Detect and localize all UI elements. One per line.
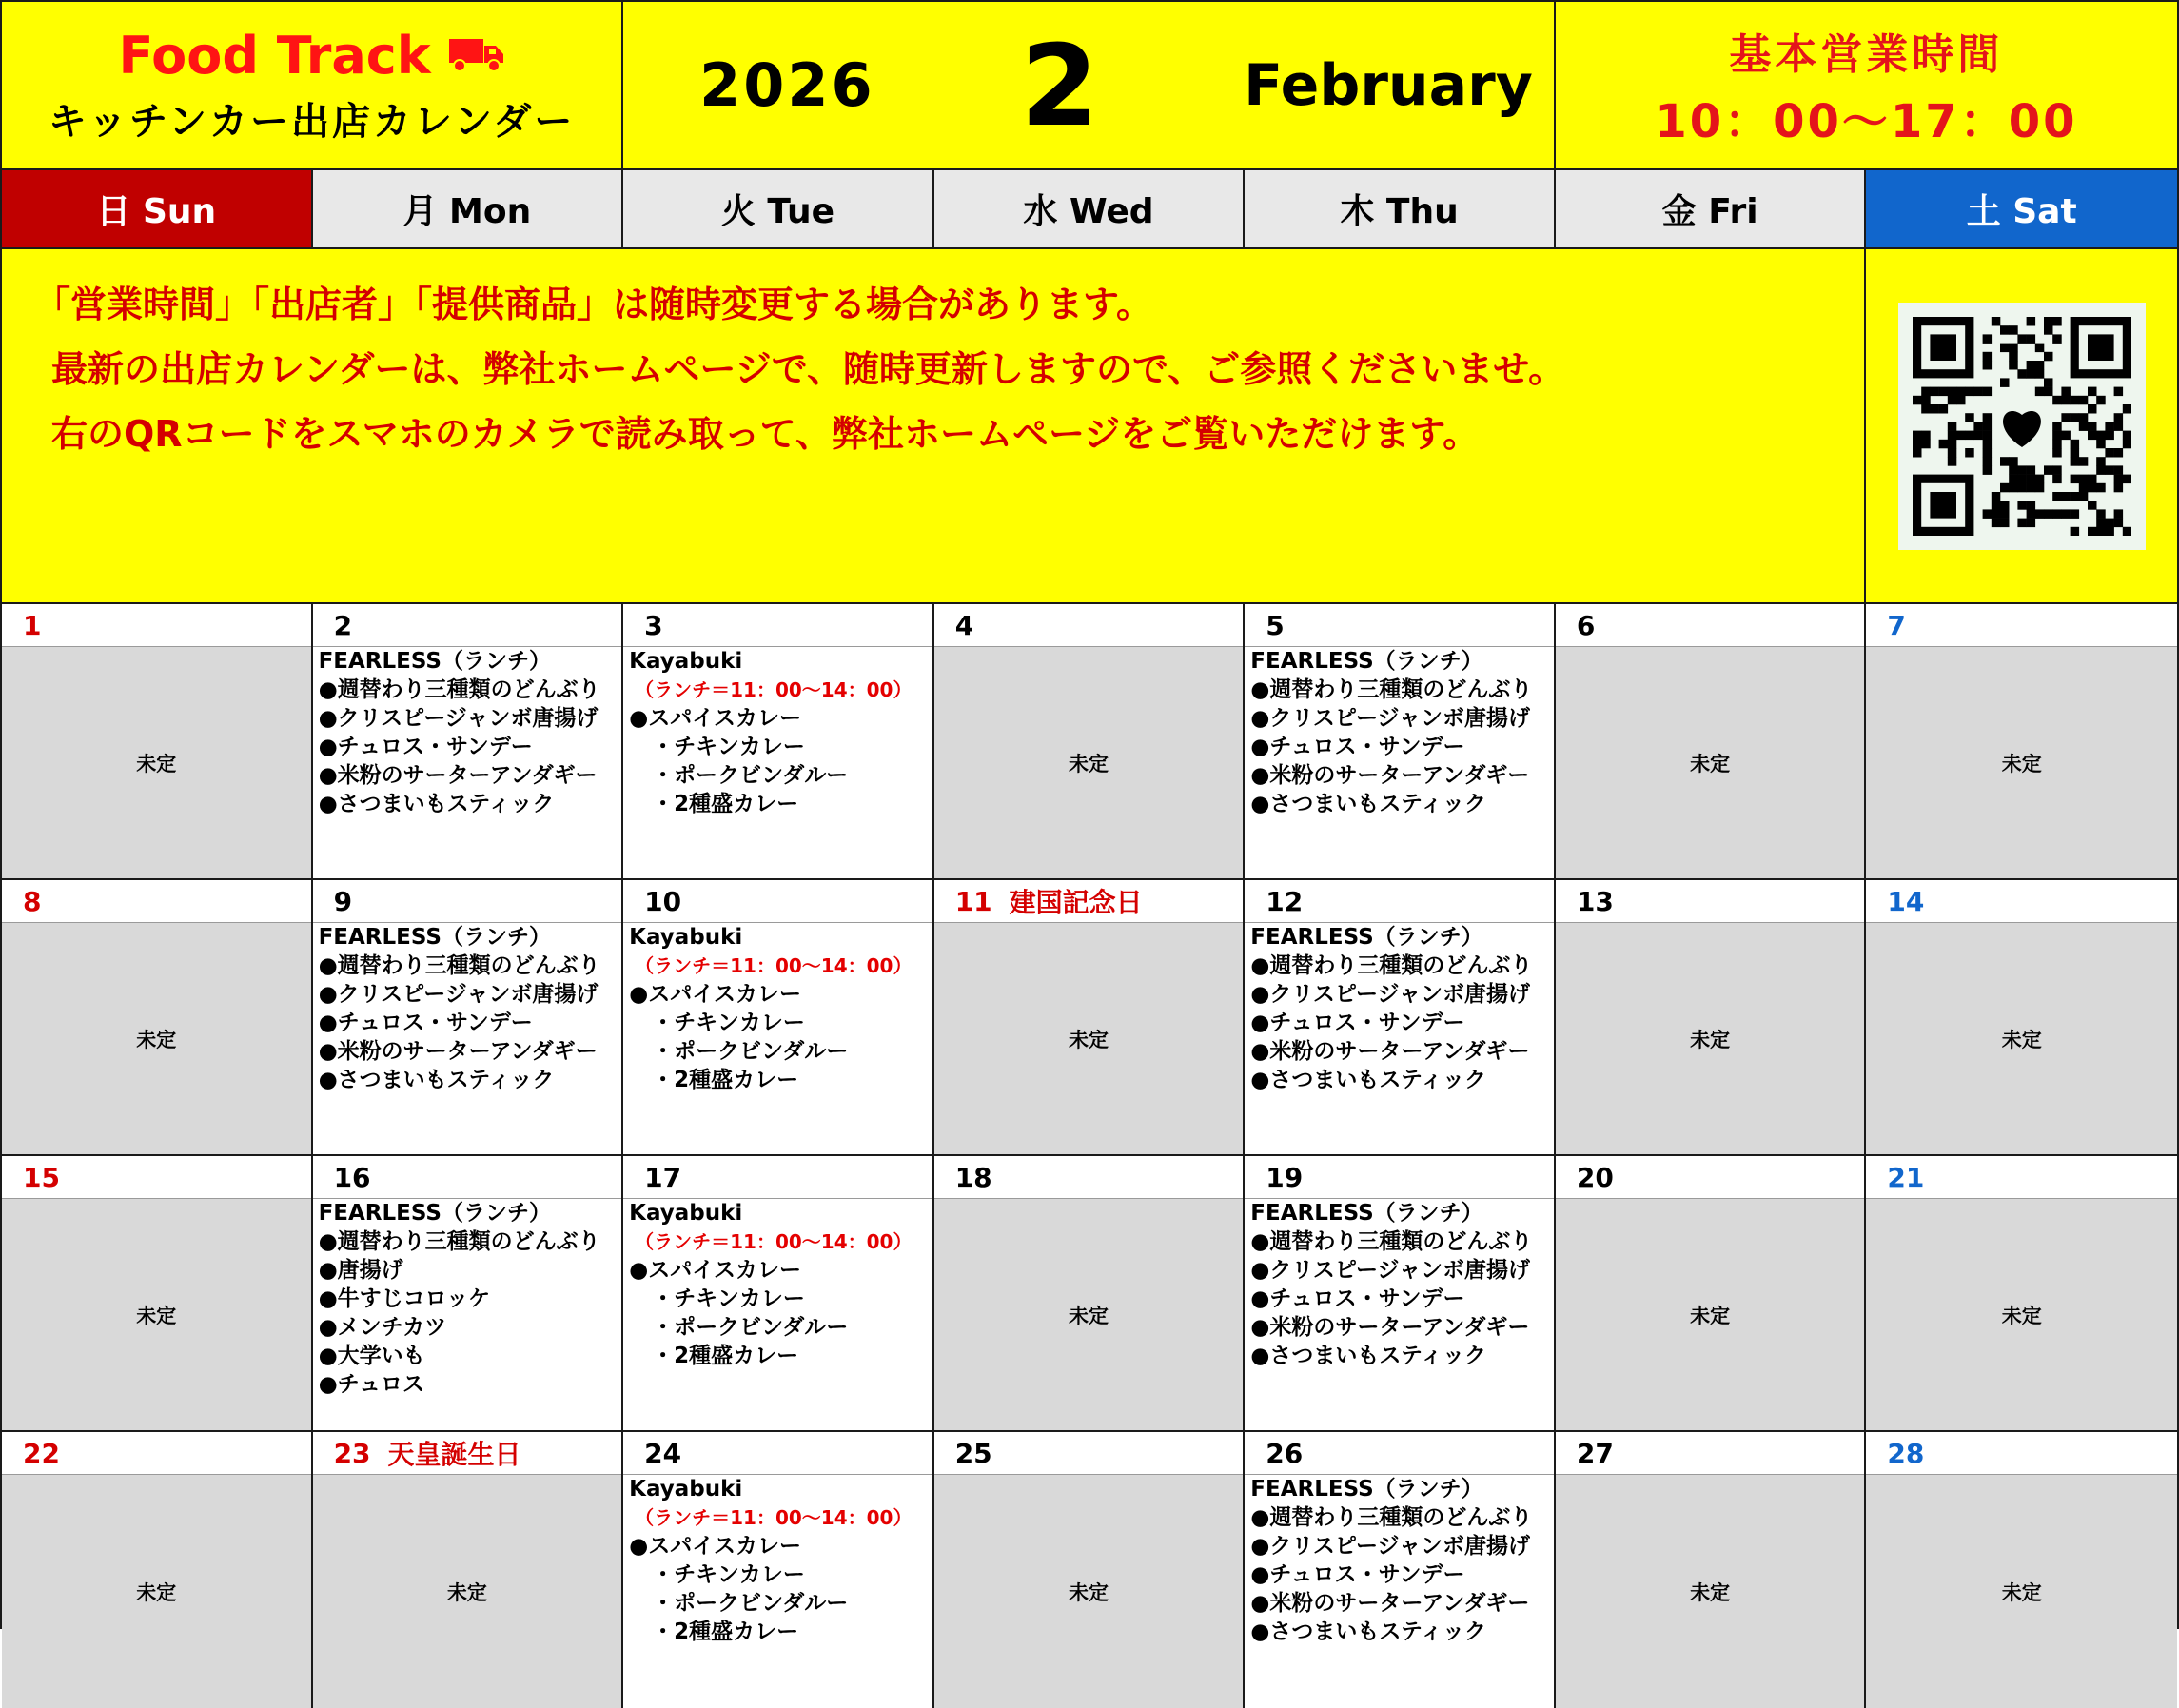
menu-item: ・ポークビンダルー bbox=[652, 1039, 849, 1064]
menu-item: ●チュロス・サンデー bbox=[1250, 1286, 1465, 1311]
day-cell[interactable] bbox=[1866, 880, 2177, 1156]
vendor-name: FEARLESS（ランチ） bbox=[1250, 925, 1483, 950]
tbd-label: 未定 bbox=[2, 923, 311, 1154]
tbd-label: 未定 bbox=[1866, 647, 2177, 878]
day-header bbox=[1866, 1156, 2177, 1199]
brand-subtitle: キッチンカー出店カレンダー bbox=[48, 99, 576, 144]
menu-item: ●クリスピージャンボ唐揚げ bbox=[1250, 982, 1531, 1007]
vendor-name: Kayabuki bbox=[629, 1477, 743, 1502]
day-cell[interactable] bbox=[2, 1156, 313, 1432]
day-header bbox=[623, 880, 932, 923]
month-header bbox=[623, 2, 1556, 170]
menu-item: ●週替わり三種類のどんぶり bbox=[318, 953, 600, 978]
day-number: 5 bbox=[1266, 609, 1285, 641]
menu-item: ・チキンカレー bbox=[652, 1011, 805, 1035]
day-number: 10 bbox=[644, 885, 682, 917]
day-header bbox=[1245, 604, 1554, 647]
day-number: 6 bbox=[1576, 609, 1596, 641]
day-number: 13 bbox=[1576, 885, 1614, 917]
menu-item: ●さつまいもスティック bbox=[318, 1068, 555, 1092]
day-number: 23 bbox=[333, 1437, 371, 1469]
vendor-name: FEARLESS（ランチ） bbox=[318, 925, 551, 950]
menu-item: ●クリスピージャンボ唐揚げ bbox=[1250, 706, 1531, 731]
truck-icon bbox=[448, 37, 505, 73]
day-number: 18 bbox=[954, 1161, 992, 1193]
day-schedule bbox=[623, 1199, 932, 1430]
menu-item: ●クリスピージャンボ唐揚げ bbox=[1250, 1534, 1531, 1559]
month-number: 2 bbox=[1020, 19, 1099, 151]
day-number: 2 bbox=[333, 609, 353, 641]
day-header bbox=[1556, 880, 1865, 923]
day-cell[interactable] bbox=[1556, 1156, 1867, 1432]
day-number: 19 bbox=[1266, 1161, 1304, 1193]
day-cell[interactable] bbox=[1245, 880, 1556, 1156]
day-number: 9 bbox=[333, 885, 353, 917]
vendor-name: Kayabuki bbox=[629, 925, 743, 950]
menu-item: ●メンチカツ bbox=[318, 1315, 447, 1340]
day-schedule bbox=[313, 923, 622, 1154]
tbd-label: 未定 bbox=[1556, 1475, 1865, 1708]
day-header bbox=[934, 880, 1244, 923]
day-header bbox=[623, 604, 932, 647]
menu-item: ●米粉のサーターアンダギー bbox=[1250, 763, 1530, 788]
menu-item: ・ポークビンダルー bbox=[652, 1591, 849, 1616]
menu-item: ●米粉のサーターアンダギー bbox=[1250, 1315, 1530, 1340]
menu-item: ●週替わり三種類のどんぶり bbox=[1250, 1505, 1533, 1530]
brand-title: Food Track bbox=[118, 25, 431, 86]
menu-item: ・チキンカレー bbox=[652, 1286, 805, 1311]
day-number: 16 bbox=[333, 1161, 371, 1193]
day-cell[interactable] bbox=[2, 880, 313, 1156]
menu-item: ●米粉のサーターアンダギー bbox=[1250, 1591, 1530, 1616]
menu-item: ●スパイスカレー bbox=[629, 706, 801, 731]
notice-line: 最新の出店カレンダーは、弊社ホームページで、随時更新しますので、ご参照くださいませ。 bbox=[51, 348, 1565, 390]
day-header bbox=[1866, 1432, 2177, 1475]
menu-item: ●さつまいもスティック bbox=[1250, 1620, 1487, 1644]
day-number: 12 bbox=[1266, 885, 1304, 917]
day-cell[interactable] bbox=[1866, 1432, 2177, 1708]
day-header bbox=[1245, 1156, 1554, 1199]
weekday-mon: 月 Mon bbox=[313, 170, 624, 249]
menu-item: ●チュロス・サンデー bbox=[1250, 1011, 1465, 1035]
day-header bbox=[2, 880, 311, 923]
day-number: 17 bbox=[644, 1161, 682, 1193]
day-cell[interactable] bbox=[2, 604, 313, 880]
day-cell[interactable] bbox=[2, 1432, 313, 1708]
day-schedule bbox=[1245, 923, 1554, 1154]
menu-item: ・2種盛カレー bbox=[652, 1344, 799, 1368]
day-cell[interactable] bbox=[623, 1432, 934, 1708]
day-header bbox=[313, 1432, 622, 1475]
day-schedule bbox=[623, 1475, 932, 1708]
menu-item: ●スパイスカレー bbox=[629, 1258, 801, 1283]
qr-code[interactable] bbox=[1898, 303, 2146, 550]
day-cell[interactable] bbox=[313, 880, 624, 1156]
holiday-name: 天皇誕生日 bbox=[387, 1439, 521, 1470]
tbd-label: 未定 bbox=[934, 647, 1244, 878]
day-header bbox=[1556, 1432, 1865, 1475]
vendor-name: FEARLESS（ランチ） bbox=[1250, 1477, 1483, 1502]
vendor-name: FEARLESS（ランチ） bbox=[318, 1201, 551, 1226]
menu-item: ・チキンカレー bbox=[652, 1562, 805, 1587]
day-cell[interactable] bbox=[623, 604, 934, 880]
day-cell[interactable] bbox=[1866, 604, 2177, 880]
day-header bbox=[1556, 604, 1865, 647]
brand-title-row bbox=[118, 26, 504, 86]
day-number: 3 bbox=[644, 609, 663, 641]
day-cell[interactable] bbox=[1556, 604, 1867, 880]
day-number: 1 bbox=[23, 609, 42, 641]
tbd-label: 未定 bbox=[1866, 1199, 2177, 1430]
menu-item: ・チキンカレー bbox=[652, 735, 805, 759]
weekday-tue: 火 Tue bbox=[623, 170, 934, 249]
year: 2026 bbox=[699, 50, 875, 120]
tbd-label: 未定 bbox=[1556, 923, 1865, 1154]
day-cell[interactable] bbox=[1556, 880, 1867, 1156]
menu-item: ●週替わり三種類のどんぶり bbox=[318, 677, 600, 702]
day-header bbox=[313, 880, 622, 923]
day-cell[interactable] bbox=[1556, 1432, 1867, 1708]
brand-header bbox=[2, 2, 623, 170]
tbd-label: 未定 bbox=[2, 1199, 311, 1430]
day-number: 25 bbox=[954, 1437, 992, 1469]
tbd-label: 未定 bbox=[313, 1475, 622, 1708]
menu-item: ●さつまいもスティック bbox=[1250, 792, 1487, 816]
menu-item: ●米粉のサーターアンダギー bbox=[318, 1039, 598, 1064]
menu-item: ●さつまいもスティック bbox=[318, 792, 555, 816]
hours-value: 10：00～17：00 bbox=[1655, 95, 2078, 148]
menu-item: ●週替わり三種類のどんぶり bbox=[1250, 953, 1533, 978]
weekday-thu: 木 Thu bbox=[1245, 170, 1556, 249]
day-number: 15 bbox=[23, 1161, 60, 1193]
day-header bbox=[934, 1156, 1244, 1199]
menu-item: ●米粉のサーターアンダギー bbox=[318, 763, 598, 788]
vendor-name: FEARLESS（ランチ） bbox=[318, 649, 551, 674]
day-schedule bbox=[1245, 1475, 1554, 1708]
service-time: （ランチ＝11：00～14：00） bbox=[635, 678, 913, 701]
service-time: （ランチ＝11：00～14：00） bbox=[635, 954, 913, 977]
tbd-label: 未定 bbox=[2, 647, 311, 878]
menu-item: ●スパイスカレー bbox=[629, 1534, 801, 1559]
day-schedule bbox=[313, 1199, 622, 1430]
service-time: （ランチ＝11：00～14：00） bbox=[635, 1506, 913, 1529]
tbd-label: 未定 bbox=[2, 1475, 311, 1708]
day-number: 20 bbox=[1576, 1161, 1614, 1193]
menu-item: ●チュロス・サンデー bbox=[1250, 1562, 1465, 1587]
day-header bbox=[1245, 1432, 1554, 1475]
day-header bbox=[934, 604, 1244, 647]
day-schedule bbox=[623, 923, 932, 1154]
day-cell[interactable] bbox=[934, 1156, 1246, 1432]
menu-item: ●チュロス・サンデー bbox=[1250, 735, 1465, 759]
day-cell[interactable] bbox=[1245, 1156, 1556, 1432]
day-header bbox=[1556, 1156, 1865, 1199]
vendor-name: Kayabuki bbox=[629, 1201, 743, 1226]
day-header bbox=[623, 1432, 932, 1475]
day-cell[interactable] bbox=[934, 880, 1246, 1156]
day-header bbox=[313, 1156, 622, 1199]
menu-item: ●クリスピージャンボ唐揚げ bbox=[318, 706, 599, 731]
day-number: 21 bbox=[1887, 1161, 1925, 1193]
day-number: 22 bbox=[23, 1437, 60, 1469]
day-number: 28 bbox=[1887, 1437, 1925, 1469]
day-cell[interactable] bbox=[623, 1156, 934, 1432]
weekday-sat: 土 Sat bbox=[1866, 170, 2177, 249]
notice-line: 「営業時間」「出店者」「提供商品」は随時変更する場合があります。 bbox=[34, 284, 1152, 325]
menu-item: ●スパイスカレー bbox=[629, 982, 801, 1007]
menu-item: ●米粉のサーターアンダギー bbox=[1250, 1039, 1530, 1064]
weekday-sun: 日 Sun bbox=[2, 170, 313, 249]
weekday-fri: 金 Fri bbox=[1556, 170, 1867, 249]
day-schedule bbox=[1245, 647, 1554, 878]
day-number: 24 bbox=[644, 1437, 682, 1469]
menu-item: ・2種盛カレー bbox=[652, 792, 799, 816]
day-header bbox=[1245, 880, 1554, 923]
tbd-label: 未定 bbox=[1866, 1475, 2177, 1708]
day-header bbox=[1866, 604, 2177, 647]
month-name: February bbox=[1244, 51, 1533, 119]
hours-label: 基本営業時間 bbox=[1729, 30, 2004, 79]
day-header bbox=[623, 1156, 932, 1199]
vendor-name: FEARLESS（ランチ） bbox=[1250, 1201, 1483, 1226]
tbd-label: 未定 bbox=[934, 923, 1244, 1154]
day-header bbox=[2, 1432, 311, 1475]
menu-item: ●クリスピージャンボ唐揚げ bbox=[1250, 1258, 1531, 1283]
day-number: 7 bbox=[1887, 609, 1906, 641]
day-header bbox=[934, 1432, 1244, 1475]
day-schedule bbox=[623, 647, 932, 878]
notice-box bbox=[2, 249, 1866, 604]
day-schedule bbox=[1245, 1199, 1554, 1430]
service-time: （ランチ＝11：00～14：00） bbox=[635, 1230, 913, 1253]
day-header bbox=[313, 604, 622, 647]
day-header bbox=[2, 1156, 311, 1199]
tbd-label: 未定 bbox=[1866, 923, 2177, 1154]
day-number: 8 bbox=[23, 885, 42, 917]
day-cell[interactable] bbox=[313, 604, 624, 880]
menu-item: ●週替わり三種類のどんぶり bbox=[1250, 677, 1533, 702]
menu-item: ・2種盛カレー bbox=[652, 1620, 799, 1644]
menu-item: ●唐揚げ bbox=[318, 1258, 403, 1283]
holiday-name: 建国記念日 bbox=[1009, 887, 1143, 918]
menu-item: ・ポークビンダルー bbox=[652, 1315, 849, 1340]
menu-item: ●さつまいもスティック bbox=[1250, 1344, 1487, 1368]
menu-item: ●チュロス・サンデー bbox=[318, 735, 533, 759]
day-cell[interactable] bbox=[934, 604, 1246, 880]
menu-item: ●週替わり三種類のどんぶり bbox=[1250, 1229, 1533, 1254]
qr-code-image bbox=[1913, 317, 2131, 536]
day-number: 11 bbox=[954, 885, 992, 917]
menu-item: ●クリスピージャンボ唐揚げ bbox=[318, 982, 599, 1007]
menu-item: ・ポークビンダルー bbox=[652, 763, 849, 788]
tbd-label: 未定 bbox=[934, 1199, 1244, 1430]
tbd-label: 未定 bbox=[1556, 1199, 1865, 1430]
notice-line: 右のQRコードをスマホのカメラで読み取って、弊社ホームページをご覧いただけます。 bbox=[51, 413, 1480, 455]
menu-item: ●チュロス bbox=[318, 1372, 424, 1397]
heart-icon bbox=[2003, 411, 2041, 447]
day-number: 27 bbox=[1576, 1437, 1614, 1469]
menu-item: ●牛すじコロッケ bbox=[318, 1286, 491, 1311]
day-cell[interactable] bbox=[1866, 1156, 2177, 1432]
menu-item: ・2種盛カレー bbox=[652, 1068, 799, 1092]
day-cell[interactable] bbox=[313, 1156, 624, 1432]
day-header bbox=[2, 604, 311, 647]
business-hours bbox=[1556, 2, 2177, 170]
weekday-wed: 水 Wed bbox=[934, 170, 1246, 249]
day-cell[interactable] bbox=[1245, 1432, 1556, 1708]
day-number: 14 bbox=[1887, 885, 1925, 917]
qr-cell bbox=[1866, 249, 2177, 604]
menu-item: ●大学いも bbox=[318, 1344, 425, 1368]
tbd-label: 未定 bbox=[934, 1475, 1244, 1708]
day-cell[interactable] bbox=[934, 1432, 1246, 1708]
menu-item: ●さつまいもスティック bbox=[1250, 1068, 1487, 1092]
vendor-name: Kayabuki bbox=[629, 649, 743, 674]
day-cell[interactable] bbox=[623, 880, 934, 1156]
day-cell[interactable] bbox=[1245, 604, 1556, 880]
tbd-label: 未定 bbox=[1556, 647, 1865, 878]
day-schedule bbox=[313, 647, 622, 878]
day-number: 4 bbox=[954, 609, 974, 641]
menu-item: ●チュロス・サンデー bbox=[318, 1011, 533, 1035]
day-number: 26 bbox=[1266, 1437, 1304, 1469]
vendor-name: FEARLESS（ランチ） bbox=[1250, 649, 1483, 674]
menu-item: ●週替わり三種類のどんぶり bbox=[318, 1229, 600, 1254]
day-cell[interactable] bbox=[313, 1432, 624, 1708]
day-header bbox=[1866, 880, 2177, 923]
